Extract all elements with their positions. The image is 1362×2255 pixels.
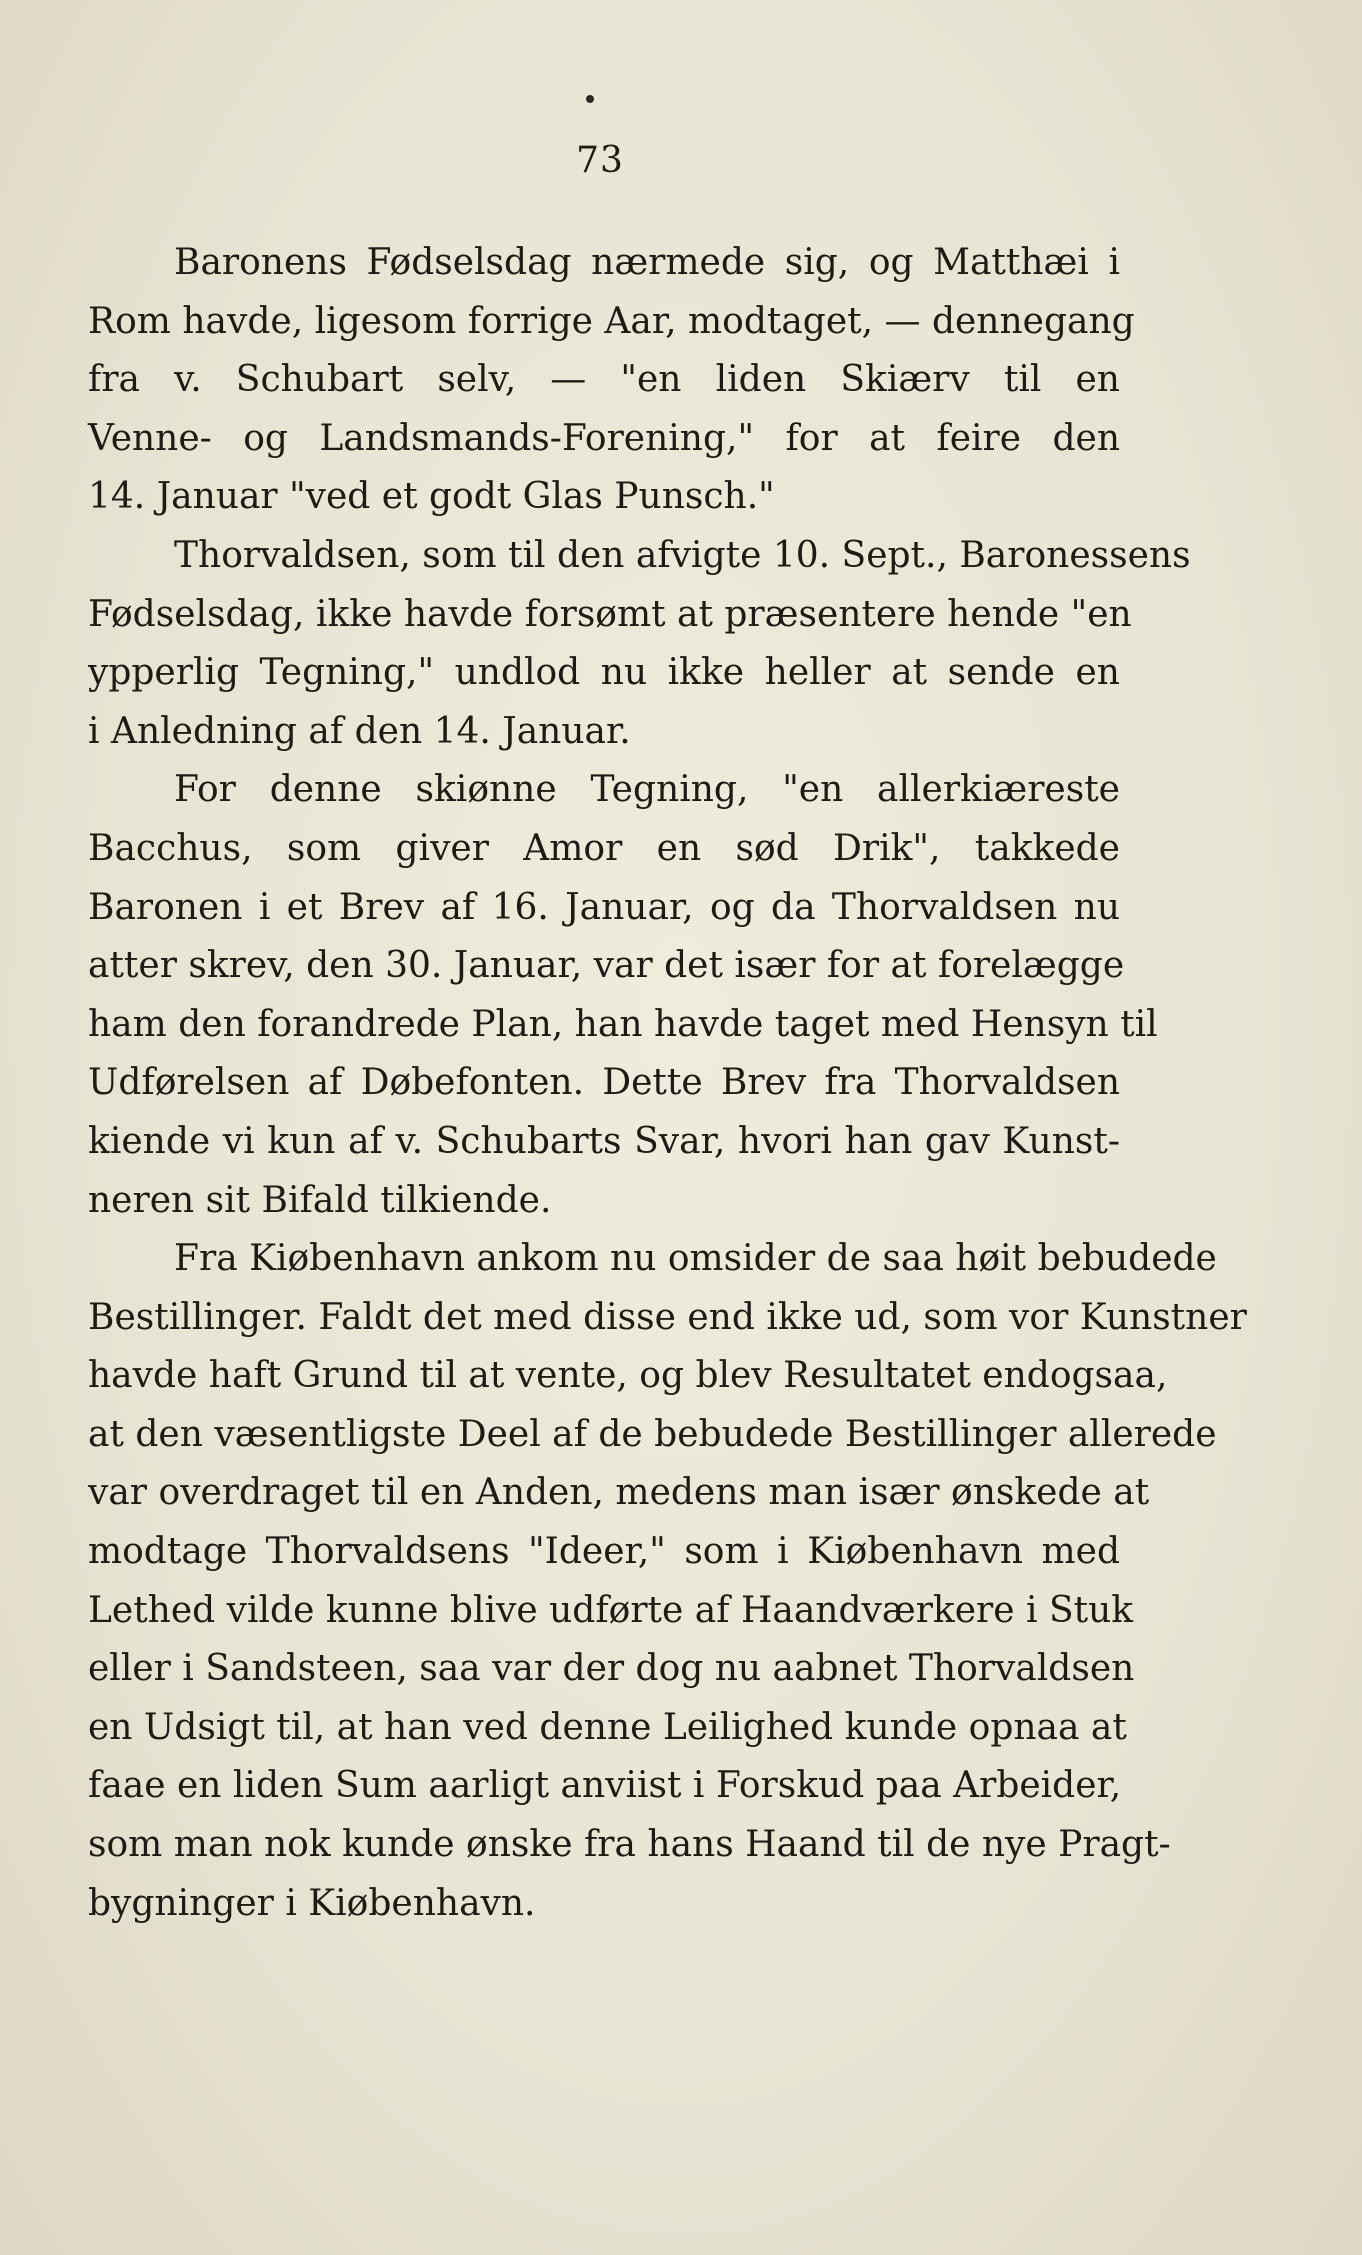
text-line: 14. Januar "ved et godt Glas Punsch." — [88, 476, 775, 518]
text-line: som man nok kunde ønske fra hans Haand til de nye Pragt- — [88, 1824, 1171, 1866]
text-line: Baronen i et Brev af 16. Januar, og da Thorvaldsen nu — [88, 886, 1120, 928]
text-line: Bacchus, som giver Amor en sød Drik", takkede — [88, 827, 1120, 869]
body-text — [88, 234, 1247, 1933]
text-line: atter skrev, den 30. Januar, var det især for at forelægge — [88, 945, 1125, 987]
text-line: Venne- og Landsmands-Forening," for at feire den — [88, 417, 1120, 459]
ink-speck — [586, 95, 594, 103]
text-line: at den væsentligste Deel af de bebudede Bestillinger allerede — [88, 1413, 1217, 1455]
text-line: havde haft Grund til at vente, og blev Resultatet endogsaa, — [88, 1355, 1168, 1397]
text-line: For denne skiønne Tegning, "en allerkiæreste — [174, 769, 1120, 811]
text-line: neren sit Bifald tilkiende. — [88, 1179, 552, 1221]
text-line: faae en liden Sum aarligt anviist i Forskud paa Arbeider, — [88, 1765, 1122, 1807]
text-line: Baronens Fødselsdag nærmede sig, og Matthæi i — [174, 242, 1120, 283]
text-line: en Udsigt til, at han ved denne Leilighed kunde opnaa at — [88, 1706, 1127, 1748]
text-line: modtage Thorvaldsens "Ideer," som i Kiøbenhavn med — [88, 1531, 1120, 1573]
text-line: fra v. Schubart selv, — "en liden Skiærv til en — [88, 359, 1120, 401]
page-number: 73 — [576, 140, 624, 181]
text-line: Fra Kiøbenhavn ankom nu omsider de saa høit bebudede — [174, 1238, 1217, 1280]
text-line: Udførelsen af Døbefonten. Dette Brev fra Thorvaldsen — [88, 1062, 1120, 1104]
text-line: Bestillinger. Faldt det med disse end ikke ud, som vor Kunstner — [88, 1296, 1247, 1338]
text-line: Lethed vilde kunne blive udførte af Haandværkere i Stuk — [88, 1589, 1134, 1631]
text-line: bygninger i Kiøbenhavn. — [88, 1882, 536, 1924]
text-line: i Anledning af den 14. Januar. — [88, 710, 631, 752]
text-line: var overdraget til en Anden, medens man især ønskede at — [88, 1472, 1150, 1514]
text-line: ham den forandrede Plan, han havde taget med Hensyn til — [88, 1003, 1158, 1045]
text-line: kiende vi kun af v. Schubarts Svar, hvori han gav Kunst- — [88, 1120, 1120, 1162]
text-line: Fødselsdag, ikke havde forsømt at præsentere hende "en — [88, 593, 1132, 635]
text-line: Rom havde, ligesom forrige Aar, modtaget, — dennegang — [88, 300, 1135, 342]
text-line: ypperlig Tegning," undlod nu ikke heller at sende en — [88, 652, 1120, 694]
text-line: eller i Sandsteen, saa var der dog nu aabnet Thorvaldsen — [88, 1648, 1135, 1690]
text-line: Thorvaldsen, som til den afvigte 10. Sept., Baronessens — [174, 534, 1191, 576]
